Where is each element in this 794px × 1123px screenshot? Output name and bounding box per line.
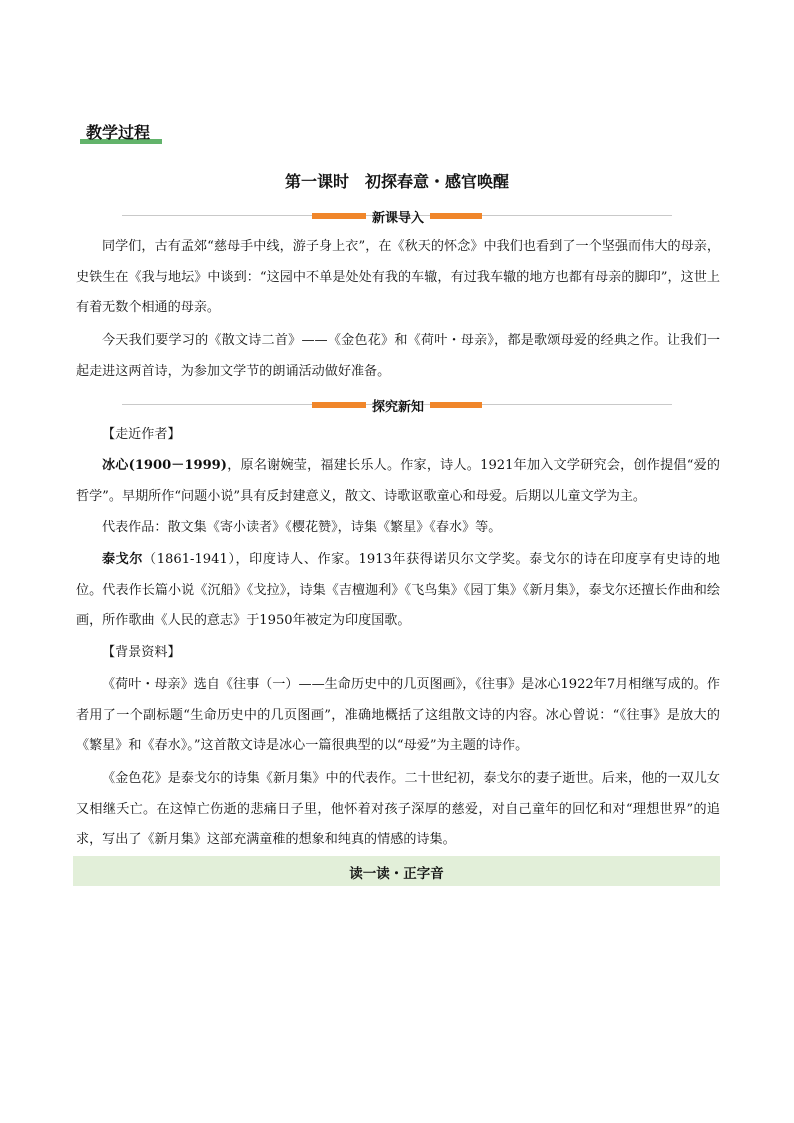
tagore-name: 泰戈尔 [102,552,144,567]
lesson-title: 第一课时 初探春意・感官唤醒 [284,172,509,191]
divider-label: 新课导入 [371,211,424,226]
divider-explore [122,395,672,415]
bingxin-paragraph [76,451,720,512]
tagore-text: （1861-1941），印度诗人、作家。1913年获得诺贝尔文学奖。泰戈尔的诗在印度享有史诗的地位。代表作长篇小说《沉船》《戈拉》，诗集《吉檀迦利》《飞鸟集》《园丁集》《新月集》，泰戈尔还擅长作曲和绘画，所作歌曲《人民的意志》于1950年被定为印度国歌。 [76,552,721,628]
tagore-paragraph [76,545,720,637]
divider-bar-right [430,213,482,219]
divider-new-lesson [122,206,672,226]
section-heading-text: 教学过程 [86,123,151,142]
divider-bar-left [312,402,366,408]
bingxin-works: 代表作品：散文集《寄小读者》《樱花赞》，诗集《繁星》《春水》等。 [102,520,502,535]
background-paragraph-2: 《金色花》是泰戈尔的诗集《新月集》中的代表作。二十世纪初，泰戈尔的妻子逝世。后来，他的一双儿女又相继夭亡。在这悼亡伤逝的悲痛日子里，他怀着对孩子深厚的慈爱，对自己童年的回忆和对“理想世界”的追求，写出了《新月集》这部充满童稚的想象和纯真的情感的诗集。 [76,771,720,847]
activity-band-label: 读一读・正字音 [349,866,444,882]
section-heading [80,120,164,146]
activity-band [73,856,720,886]
divider-bar-right [430,402,482,408]
bingxin-name: 冰心(1900－1999) [102,458,227,473]
author-section-heading: 【走近作者】 [102,427,181,442]
divider-bar-left [312,213,366,219]
background-section-heading: 【背景资料】 [102,645,181,660]
intro-paragraph-1: 同学们，古有孟郊“慈母手中线，游子身上衣”，在《秋天的怀念》中我们也看到了一个坚强而伟大的母亲，史铁生在《我与地坛》中谈到：“这园中不单是处处有我的车辙，有过我车辙的地方也都有母亲的脚印”，这世上有着无数个相通的母亲。 [76,239,720,315]
background-paragraph-1: 《荷叶・母亲》选自《往事（一）——生命历史中的几页图画》，《往事》是冰心1922年7月相继写成的。作者用了一个副标题“生命历史中的几页图画”，准确地概括了这组散文诗的内容。冰心曾说：“《往事》是放大的《繁星》和《春水》。”这首散文诗是冰心一篇很典型的以“母爱”为主题的诗作。 [76,677,720,753]
intro-paragraph-2: 今天我们要学习的《散文诗二首》——《金色花》和《荷叶・母亲》，都是歌颂母爱的经典之作。让我们一起走进这两首诗，为参加文学节的朗诵活动做好准备。 [76,333,720,379]
divider-label: 探究新知 [371,400,424,415]
bingxin-text: ，原名谢婉莹，福建长乐人。作家，诗人。1921年加入文学研究会，创作提倡“爱的哲学”。早期所作“问题小说”具有反封建意义，散文、诗歌讴歌童心和母爱。后期以儿童文学为主。 [76,458,721,504]
